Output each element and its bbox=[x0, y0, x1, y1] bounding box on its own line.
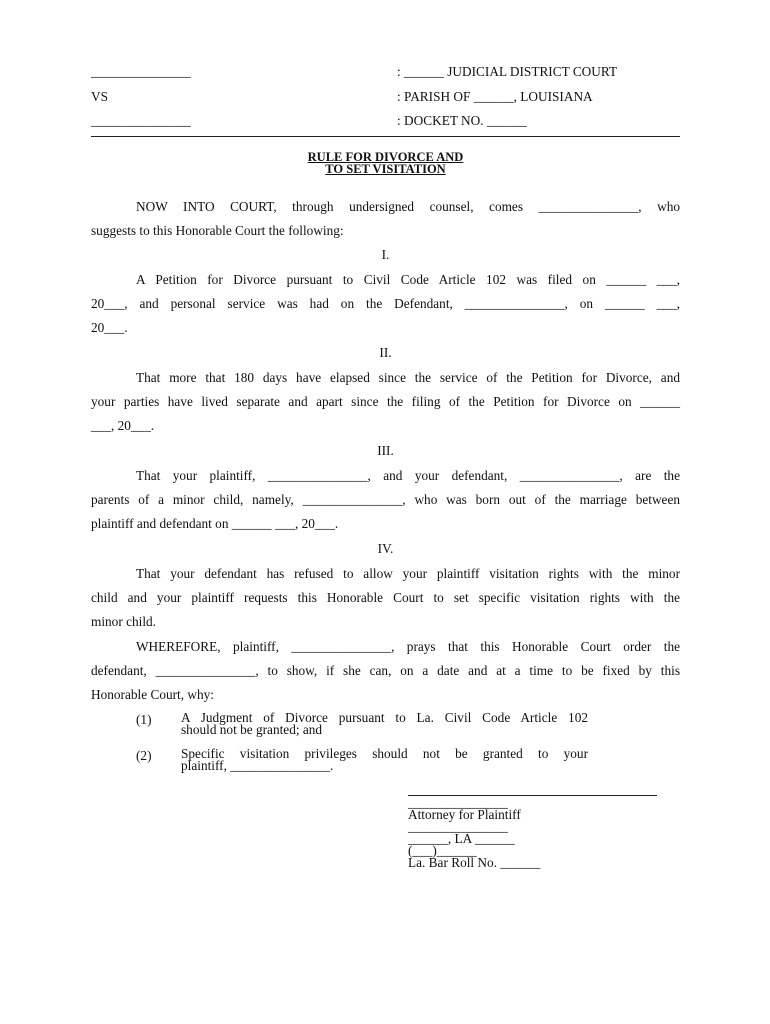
caption-divider bbox=[91, 136, 680, 137]
list-item-1-line-1: A Judgment of Divorce pursuant to La. Civil Code Article 102 bbox=[181, 710, 588, 725]
court-name: : ______ JUDICIAL DISTRICT COURT bbox=[397, 64, 618, 79]
list-item-2-line-2: plaintiff, _______________. bbox=[181, 758, 334, 773]
list-number-1: (1) bbox=[136, 712, 152, 727]
document-title-line-1: RULE FOR DIVORCE AND bbox=[307, 150, 464, 164]
para-1-line-3: 20___. bbox=[91, 320, 128, 335]
list-item-2 bbox=[181, 748, 588, 772]
defendant-name-blank: _______________ bbox=[91, 113, 191, 128]
para-1-line-1: A Petition for Divorce pursuant to Civil Code Article 102 was filed on ______ ___, bbox=[136, 272, 680, 287]
address-blank: _______________ bbox=[408, 819, 508, 834]
wherefore-line-3: Honorable Court, why: bbox=[91, 687, 214, 702]
para-4-line-2: child and your plaintiff requests this Honorable Court to set specific visitation rights with the bbox=[91, 590, 680, 605]
para-4-line-1: That your defendant has refused to allow your plaintiff visitation rights with the minor bbox=[136, 566, 680, 581]
versus-label: VS bbox=[91, 89, 108, 104]
para-4-line-3: minor child. bbox=[91, 614, 156, 629]
section-number-1: I. bbox=[381, 247, 390, 262]
para-3-line-1: That your plaintiff, _______________, and your defendant, _______________, are the bbox=[136, 468, 680, 483]
para-2-line-3: ___, 20___. bbox=[91, 418, 155, 433]
wherefore-line-1: WHEREFORE, plaintiff, _______________, prays that this Honorable Court order the bbox=[136, 639, 680, 654]
city-state-zip: ______, LA ______ bbox=[408, 831, 515, 846]
section-number-2: II. bbox=[379, 345, 392, 360]
wherefore-line-2: defendant, _______________, to show, if she can, on a date and at a time to be fixed by this bbox=[91, 663, 680, 678]
intro-line-2: suggests to this Honorable Court the following: bbox=[91, 223, 344, 238]
plaintiff-name-blank: _______________ bbox=[91, 64, 191, 79]
section-number-3: III. bbox=[377, 443, 394, 458]
parish-name: : PARISH OF ______, LOUISIANA bbox=[397, 89, 593, 104]
list-number-2: (2) bbox=[136, 748, 152, 763]
docket-number: : DOCKET NO. ______ bbox=[397, 113, 527, 128]
para-3-line-3: plaintiff and defendant on ______ ___, 20___. bbox=[91, 516, 339, 531]
para-2-line-1: That more that 180 days have elapsed since the service of the Petition for Divorce, and bbox=[136, 370, 680, 385]
list-item-2-line-1: Specific visitation privileges should not be granted to your bbox=[181, 746, 588, 761]
phone-number: (___)______ bbox=[408, 843, 477, 858]
document-title-line-2: TO SET VISITATION bbox=[325, 162, 446, 176]
attorney-role: Attorney for Plaintiff bbox=[408, 807, 521, 822]
attorney-name-blank: _______________ bbox=[408, 795, 508, 810]
para-2-line-2: your parties have lived separate and apart since the filing of the Petition for Divorce on ______ bbox=[91, 394, 680, 409]
para-1-line-2: 20___, and personal service was had on the Defendant, _______________, on ______ ___, bbox=[91, 296, 680, 311]
para-3-line-2: parents of a minor child, namely, _______________, who was born out of the marriage between bbox=[91, 492, 680, 507]
intro-line-1: NOW INTO COURT, through undersigned counsel, comes _______________, who bbox=[136, 199, 680, 214]
bar-roll-number: La. Bar Roll No. ______ bbox=[408, 855, 541, 870]
section-number-4: IV. bbox=[377, 541, 394, 556]
list-item-1 bbox=[181, 712, 588, 736]
list-item-1-line-2: should not be granted; and bbox=[181, 722, 323, 737]
